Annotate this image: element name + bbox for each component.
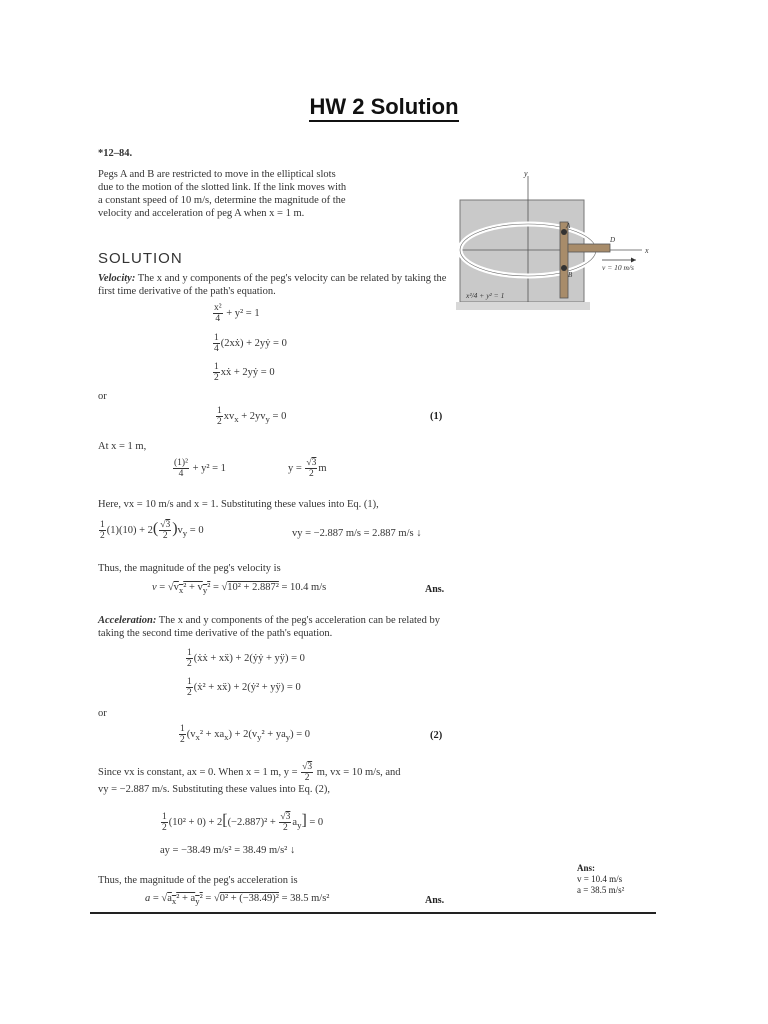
figure-ellipse-eq: x²/4 + y² = 1 <box>466 291 505 300</box>
thus-velocity-text: Thus, the magnitude of the peg's velocity is <box>98 563 281 574</box>
solution-heading: SOLUTION <box>98 250 183 267</box>
figure-peg-b <box>561 265 567 271</box>
figure-d-label: D <box>610 236 616 244</box>
eq-at-x: $\frac{\text{(1)²}}{4}$ + y² = 1 <box>174 458 226 479</box>
velocity-magnitude-eq: $v = √v_x^2 + v_y^2 = √10^2 + 2.887^2 = 10.4$ m/s <box>152 582 327 596</box>
figure-ground <box>456 302 590 310</box>
acceleration-intro: Acceleration: The x and y components of the peg's acceleration can be related by taking the second time derivative of the path's equation. <box>98 615 440 639</box>
answer-box: Ans: v = 10.4 m/s a = 38.5 m/s² <box>577 863 625 895</box>
here-text: Here, vx = 10 m/s and x = 1. Substituting these values into Eq. (1), <box>98 499 379 510</box>
eq-ellipse: $\frac{\text{x²}}{4}$ + y² = 1 <box>214 303 260 324</box>
ay-result: ay = −38.49 m/s² = 38.49 m/s² ↓ <box>160 845 296 856</box>
velocity-intro: Velocity: The x and y components of the peg's velocity can be related by taking the first time derivative of the path's equation. <box>98 273 447 297</box>
figure-x-label: x <box>645 246 649 255</box>
figure-a-label: A <box>566 222 571 230</box>
eq-first-derivative-simplified: $\frac{1}{2}$ xẋ + 2yẏ = 0 <box>214 362 275 383</box>
ans-velocity: Ans. <box>425 584 445 595</box>
eq-first-derivative: $\frac{1}{4}$ (2xẋ) + 2yẏ = 0 <box>214 333 287 354</box>
at-x-text: At x = 1 m, <box>98 441 147 452</box>
eq-substitution: $\frac{1}{2}$ (1)(10) + 2( $\frac{√3}{2}$ )$v_y = 0$ <box>100 520 204 542</box>
eq-second-derivative: $\frac{1}{2}$ (ẋẋ + xẍ) + 2(ẏẏ + yÿ) = 0 <box>187 648 305 669</box>
or-text-1: or <box>98 391 107 402</box>
or-text-2: or <box>98 708 107 719</box>
figure-arrow-head <box>631 258 636 263</box>
ans-acceleration: Ans. <box>425 895 445 906</box>
eq-2: $\frac{1}{2}$ $(v_x^2 + xa_x) + 2(v_y^2 + ya_y) = 0$ <box>180 724 311 745</box>
figure-link-arm <box>568 244 610 252</box>
eq-1-number: (1) <box>430 411 443 422</box>
vy-result: vy = −2.887 m/s = 2.887 m/s ↓ <box>292 528 422 539</box>
problem-figure <box>452 168 682 318</box>
since-text: Since vx is constant, ax = 0. When x = 1 m, y = $\frac{√3}{2}$ m, vx = 10 m/s, and vy = −2.887 m/s. Substituting these values into Eq. (2), <box>98 762 401 795</box>
page-title: HW 2 Solution <box>0 94 768 120</box>
figure-y-label: y <box>524 169 528 178</box>
eq-second-derivative-simplified: $\frac{1}{2}$ (ẋ² + xẍ) + 2(ẏ² + yÿ) = 0 <box>187 677 301 698</box>
figure-b-label: B <box>568 271 573 279</box>
problem-number: *12–84. <box>98 148 133 159</box>
eq-y-value: y = $\frac{√3}{2}$ m <box>288 458 327 479</box>
problem-statement: Pegs A and B are restricted to move in the elliptical slots due to the motion of the slotted link. If the link moves with a constant speed of 10 m/s, determine the magnitude of the velocity and acceleration of peg A when x = 1 m. <box>98 169 347 219</box>
eq-1: $\frac{1}{2}$ $xv_x + 2yv_y = 0$ <box>217 406 287 427</box>
accel-magnitude-eq: $a = √a_x^2 + a_y^2 = √0^2 + (-38.49)^2 = 38.5$ m/s² <box>145 893 330 907</box>
eq-2-number: (2) <box>430 730 443 741</box>
bottom-rule <box>90 912 656 914</box>
eq-accel-substitution: $\frac{1}{2}$ (10² + 0) + 2[(−2.887)² + $\frac{√3}{2}$ $a_y] = 0$ <box>162 812 324 834</box>
figure-speed-label: v = 10 m/s <box>602 263 634 272</box>
thus-accel-text: Thus, the magnitude of the peg's acceleration is <box>98 875 298 886</box>
